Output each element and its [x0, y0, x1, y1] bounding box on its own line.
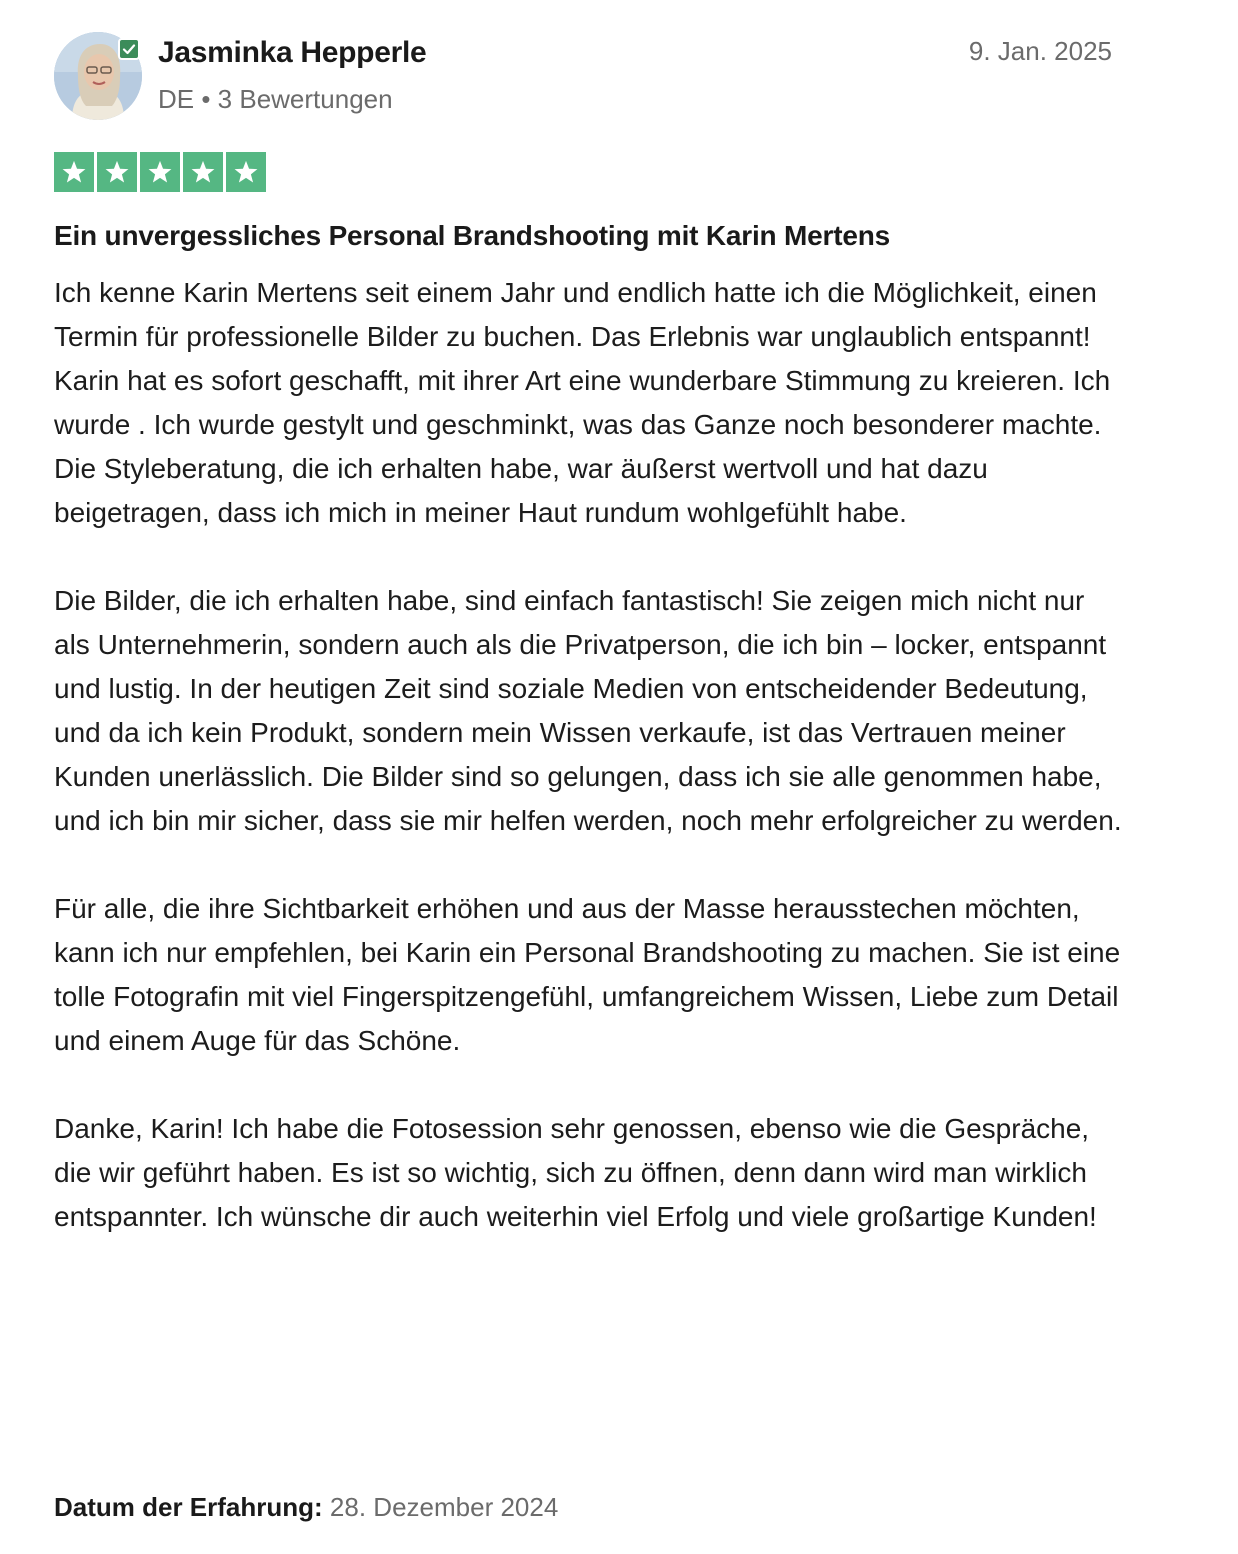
star-icon	[54, 152, 94, 192]
experience-date: 28. Dezember 2024	[329, 1492, 559, 1522]
reviewer-meta: DE • 3 Bewertungen	[158, 84, 393, 114]
review-paragraph: Die Bilder, die ich erhalten habe, sind einfach fantastisch! Sie zeigen mich nicht nur als Unternehmerin, sondern auch als die Privatperson, die ich bin – locker, entspannt und lustig. In der heutigen Zeit sind soziale Medien von entscheidender Bedeutung, und da ich kein Produkt, sondern mein Wissen verkaufe, ist das Vertrauen meiner Kunden unerlässlich. Die Bilder sind so gelungen, dass ich sie alle genommen habe, und ich bin mir sicher, dass sie mir helfen werden, noch mehr erfolgreicher zu werden.	[54, 585, 1122, 836]
review-body	[54, 271, 1124, 1283]
review-card	[54, 30, 1122, 1522]
star-icon	[97, 152, 137, 192]
review-header	[54, 30, 1116, 122]
experience-label: Datum der Erfahrung:	[54, 1492, 323, 1522]
review-paragraph: Ich kenne Karin Mertens seit einem Jahr und endlich hatte ich die Möglichkeit, einen Termin für professionelle Bilder zu buchen. Das Erlebnis war unglaublich entspannt! Karin hat es sofort geschafft, mit ihrer Art eine wunderbare Stimmung zu kreieren. Ich wurde . Ich wurde gestylt und geschminkt, was das Ganze noch besonderer machte. Die Styleberatung, die ich erhalten habe, war äußerst wertvoll und hat dazu beigetragen, dass ich mich in meiner Haut rundum wohlgefühlt habe.	[54, 277, 1111, 528]
star-icon	[226, 152, 266, 192]
check-badge-icon	[118, 38, 140, 60]
star-rating	[54, 152, 266, 192]
review-date: 9. Jan. 2025	[968, 36, 1112, 66]
star-icon	[140, 152, 180, 192]
reviewer-name[interactable]: Jasminka Hepperle	[158, 36, 427, 69]
experience-date-row	[54, 1492, 558, 1523]
star-icon	[183, 152, 223, 192]
review-title[interactable]: Ein unvergessliches Personal Brandshooting mit Karin Mertens	[54, 220, 890, 251]
review-paragraph: Danke, Karin! Ich habe die Fotosession sehr genossen, ebenso wie die Gespräche, die wir geführt haben. Es ist so wichtig, sich zu öffnen, denn dann wird man wirklich entspannter. Ich wünsche dir auch weiterhin viel Erfolg und viele großartige Kunden!	[54, 1113, 1097, 1232]
review-paragraph: Für alle, die ihre Sichtbarkeit erhöhen und aus der Masse herausstechen möchten, kann ich nur empfehlen, bei Karin ein Personal Brandshooting zu machen. Sie ist eine tolle Fotografin mit viel Fingerspitzengefühl, umfangreichem Wissen, Liebe zum Detail und einem Auge für das Schöne.	[54, 893, 1121, 1056]
